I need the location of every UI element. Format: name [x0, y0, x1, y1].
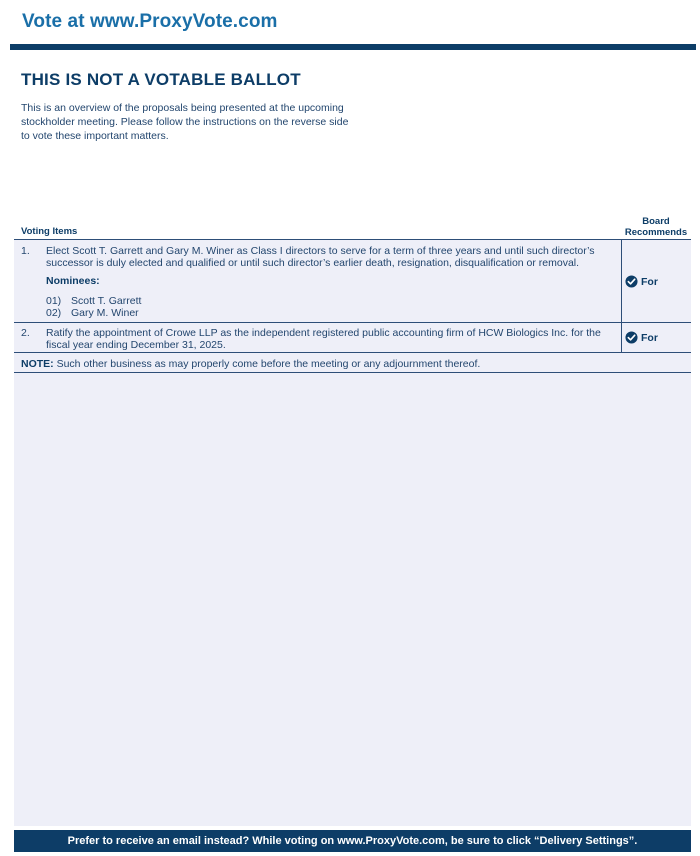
nominee-row — [46, 295, 141, 307]
header-rule — [10, 44, 696, 50]
item-number: 2. — [21, 327, 30, 339]
item-text: Elect Scott T. Garrett and Gary M. Winer as Class I directors to serve for a term of three years and until such director’s successor is duly elected and qualified or until such director’s earlier death, resignation, disqualification or removal. — [46, 245, 595, 269]
ballot-intro: This is an overview of the proposals being presented at the upcoming stockholder meeting. Please follow the instructions on the reverse side to vote these important matters. — [21, 102, 349, 142]
recommendation-label: For — [641, 275, 658, 288]
nominees-label: Nominees: — [46, 275, 100, 287]
item-number: 1. — [21, 245, 30, 257]
board-label: Board — [642, 216, 670, 227]
column-divider — [621, 239, 622, 353]
nominee-number: 02) — [46, 307, 62, 319]
note — [21, 358, 480, 370]
item-divider-rule — [14, 352, 691, 353]
nominee-number: 01) — [46, 295, 62, 307]
note-bottom-rule — [14, 372, 691, 373]
note-text: Such other business as may properly come before the meeting or any adjournment thereof. — [53, 358, 481, 370]
column-header-board-recommends — [621, 216, 691, 238]
note-label: NOTE: — [21, 358, 54, 370]
column-header-voting-items: Voting Items — [21, 226, 78, 237]
footer-banner: Prefer to receive an email instead? While voting on www.ProxyVote.com, be sure to click “Delivery Settings”. — [14, 830, 691, 852]
nominee-row — [46, 307, 139, 319]
header-title: Vote at www.ProxyVote.com — [22, 11, 278, 32]
item-divider-rule — [14, 322, 691, 323]
ballot-heading: THIS IS NOT A VOTABLE BALLOT — [21, 70, 301, 89]
recommendation-item-1 — [625, 275, 658, 288]
check-circle-icon — [625, 331, 638, 344]
recommendation-item-2 — [625, 331, 658, 344]
nominee-name: Scott T. Garrett — [71, 295, 142, 307]
check-circle-icon — [625, 275, 638, 288]
recommends-label: Recommends — [624, 227, 688, 238]
recommendation-label: For — [641, 331, 658, 344]
table-top-rule — [14, 239, 691, 240]
item-text: Ratify the appointment of Crowe LLP as the independent registered public accounting firm of HCW Biologics Inc. for the fiscal year ending December 31, 2025. — [46, 327, 601, 351]
nominee-name: Gary M. Winer — [71, 307, 139, 319]
